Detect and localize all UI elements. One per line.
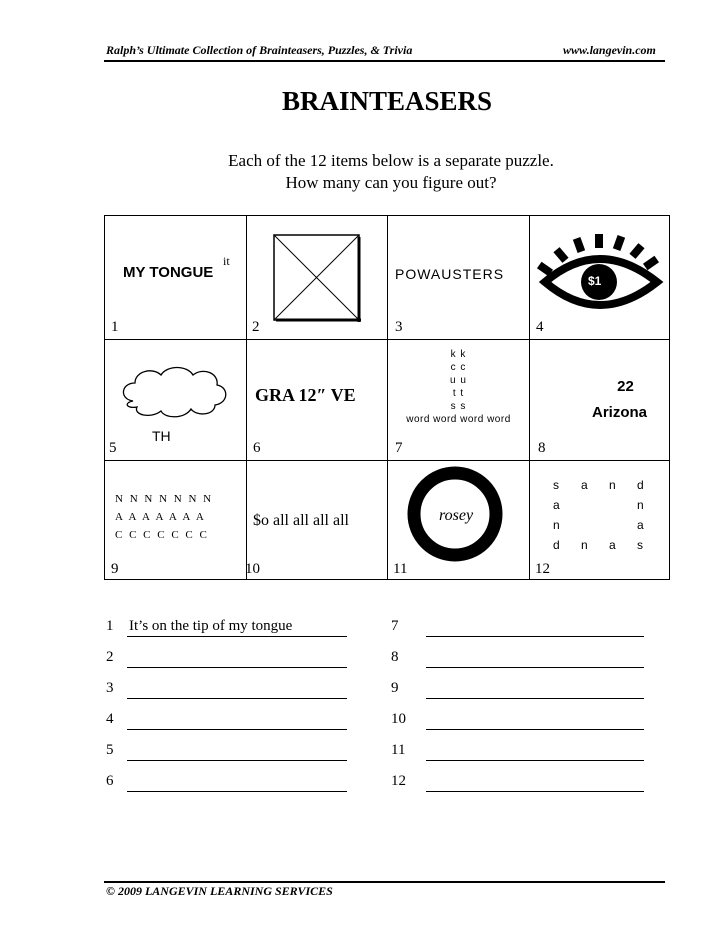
puzzle-12-letter: d [553,538,560,552]
answer-field[interactable] [426,760,644,761]
puzzle-8-text [530,374,671,426]
answer-field[interactable] [127,791,347,792]
intro-line-1: Each of the 12 items below is a separate puzzle. [228,151,554,170]
header-url[interactable]: www.langevin.com [563,43,656,57]
header-title: Ralph’s Ultimate Collection of Brainteasers, Puzzles, & Trivia [106,43,413,57]
answer-field[interactable] [127,667,347,668]
answer-text: It’s on the tip of my tongue [129,618,293,634]
answer-number: 2 [106,649,114,665]
puzzle-9-row: A A A A A A A [115,511,204,523]
puzzle-7-line: k k [450,349,467,360]
answer-number: 6 [106,773,114,789]
puzzle-12-letter: s [637,538,643,552]
puzzle-12-letter: n [581,538,588,552]
puzzle-7-line: u u [450,375,467,386]
answer-field[interactable] [127,729,347,730]
puzzle-6-text: GRA 12″ VE [255,385,356,405]
answer-field[interactable] [127,636,347,637]
puzzle-12-letter: s [553,478,559,492]
crossed-square-icon [270,231,363,324]
puzzle-number: 11 [393,561,408,577]
puzzle-9-row: N N N N N N N [115,493,212,505]
eye-dollar-label: $1 [588,274,602,288]
header-divider [104,60,665,62]
puzzle-1-text: MY TONGUE [123,264,214,281]
answer-number: 1 [106,618,114,634]
answer-field[interactable] [426,729,644,730]
intro-line-2: How many can you figure out? [285,173,497,192]
puzzle-number: 7 [395,440,403,456]
answer-number: 10 [391,711,406,727]
puzzle-grid [104,215,670,580]
intro-text [27,150,728,194]
puzzle-3-text: POWAUSTERS [395,266,505,282]
answer-number: 3 [106,680,114,696]
puzzle-7-line: s s [450,401,467,412]
puzzle-12-letter: n [637,498,644,512]
answer-field[interactable] [426,791,644,792]
puzzle-7-line: t t [452,388,465,399]
grid-divider [105,339,669,340]
puzzle-7-bottom: word word word word [406,414,511,425]
answer-number: 11 [391,742,406,758]
puzzle-12-letter: d [637,478,644,492]
answer-number: 5 [106,742,114,758]
puzzle-12-letter: a [637,518,644,532]
puzzle-12-letter: n [609,478,616,492]
answer-number: 4 [106,711,114,727]
puzzle-7-stack [388,348,529,426]
answer-field[interactable] [426,667,644,668]
puzzle-5-text: TH [152,428,171,444]
cloud-icon [115,361,233,421]
puzzle-8-line-1: 22 [617,378,634,395]
puzzle-number: 4 [536,319,544,335]
footer-divider [104,881,665,883]
puzzle-1-superscript: it [223,254,230,268]
puzzle-10-text: $o all all all all [253,512,349,529]
puzzle-12-letter: a [609,538,616,552]
answer-field[interactable] [127,698,347,699]
puzzle-number: 5 [109,440,117,456]
footer-copyright: © 2009 LANGEVIN LEARNING SERVICES [106,884,333,898]
puzzle-11-text: rosey [439,507,474,524]
puzzle-number: 2 [252,319,260,335]
puzzle-number: 12 [535,561,550,577]
puzzle-12-letter: a [581,478,588,492]
answer-number: 7 [391,618,399,634]
puzzle-number: 8 [538,440,546,456]
puzzle-number: 9 [111,561,119,577]
grid-divider [246,216,247,579]
answer-number: 12 [391,773,406,789]
puzzle-9-grid [115,490,211,544]
puzzle-number: 10 [245,561,260,577]
puzzle-number: 3 [395,319,403,335]
puzzle-number: 6 [253,440,261,456]
puzzle-number: 1 [111,319,119,335]
eye-icon [535,226,665,316]
page-title: BRAINTEASERS [281,86,493,116]
answer-number: 8 [391,649,399,665]
puzzle-7-line: c c [450,362,467,373]
answer-field[interactable] [426,698,644,699]
answer-number: 9 [391,680,399,696]
puzzle-9-row: C C C C C C C [115,529,207,541]
answer-field[interactable] [426,636,644,637]
puzzle-12-letter: n [553,518,560,532]
puzzle-8-line-2: Arizona [591,404,647,421]
answer-field[interactable] [127,760,347,761]
grid-divider [105,460,669,461]
puzzle-12-letter: a [553,498,560,512]
